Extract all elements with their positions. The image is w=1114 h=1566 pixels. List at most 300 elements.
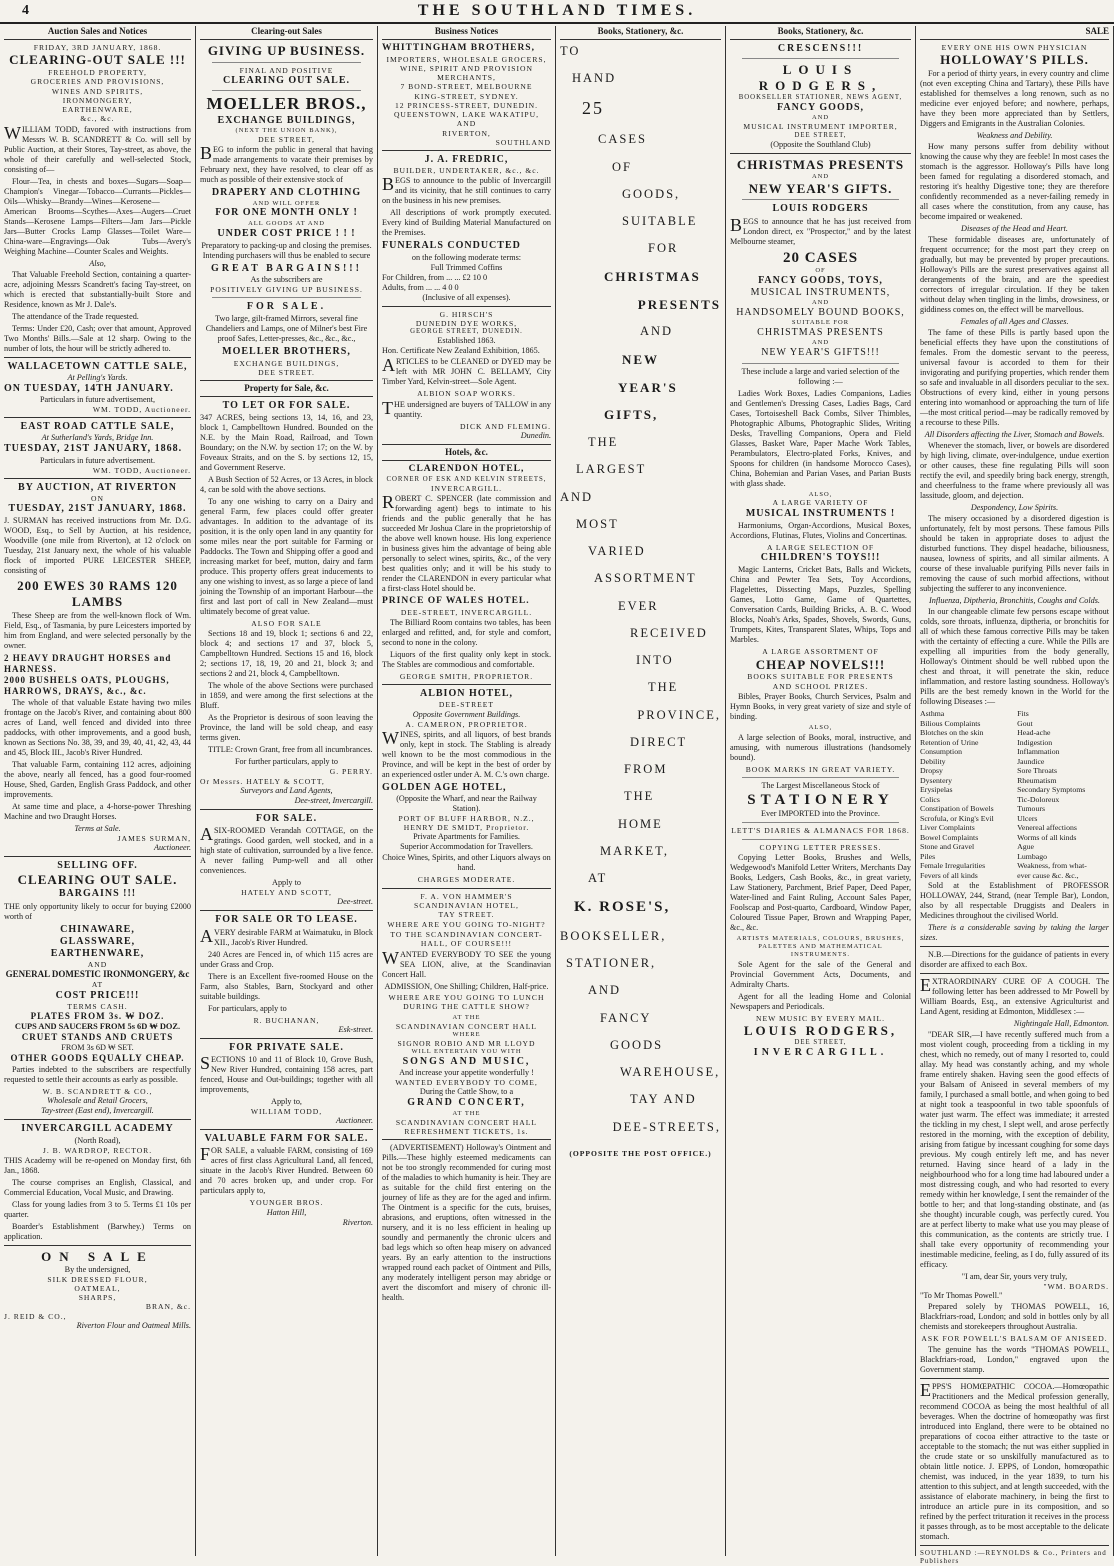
signature: Tay-street (East end), Invercargill. [41, 1106, 154, 1116]
disease-row [920, 728, 1109, 738]
disease-row [920, 861, 1109, 871]
ad-sub: NEW MUSIC BY EVERY MAIL. [756, 1013, 885, 1023]
ad-sub: DEE-STREET [438, 700, 495, 710]
ad-sub: COPYING LETTER PRESSES. [759, 842, 882, 852]
ad-heading: FANCY GOODS, TOYS, [758, 274, 883, 286]
ad-sub: Hon. Certificate New Zealand Exhibition, 1865. [382, 346, 540, 356]
ad-sub: At Sutherland's Yards, Bridge Inn. [41, 433, 154, 443]
paragraph: A large selection of Books, moral, instructive, and amusing, with numerous illustrations (handsomely bound). [730, 732, 911, 762]
ad-sub: AND SCHOOL PRIZES. [772, 681, 869, 691]
disease-cell: Retention of Urine [920, 737, 979, 747]
paragraph: Liquors of the first quality only kept in stock. The Stables are commodious and comfortable. [382, 649, 551, 669]
column-header: Business Notices [382, 26, 551, 40]
ad-sub: DEE STREET, [258, 135, 315, 145]
paragraph: FOR SALE, a valuable FARM, consisting of 169 acres of first class Agricultural Land, all fenced, situate in the Jacob's River Hundred. Between 60 and 70 acres broken up, and under crop. For particulars apply to, [200, 1144, 373, 1196]
item: OTHER GOODS EQUALLY CHEAP. [10, 1053, 185, 1064]
paragraph: Ladies Work Boxes, Ladies Companions, Ladies and Gentlemen's Dressing Cases, Ladies Bags, Card Cases, Tortoiseshell Back Combs, Silver Thimbles, Photographic Albums, Photographic Slides, Writing Desks, Travelling Companions, Opera and Field Glasses, Basket Ware, Paper Mache Work Tables, Perambulators, Electro-plated Forks, Knives, and Spoons for children (in handsome Morocco Cases), China, Bohemian and Parian Vases, and Parian Busts with glass shade. [730, 388, 911, 488]
ad-line: K. ROSE'S, [574, 899, 671, 916]
paragraph: Copying Letter Books, Brushes and Wells, Wedgewood's Manifold Letter Writers, Merchants Day Books, Ledgers, Cash Books, &c., in great variety, Law Stationery, Parchment, Brief Paper, Deed Paper, Water-lined and Faint Ruling, Account Sales Paper, Foolscap and Post-quarto, Cardboard, Window Paper, Coloured Tissue Paper, Brown and Wrapping Paper, &c., &c. [730, 852, 911, 932]
paragraph: WILLIAM TODD, favored with instructions from Messrs W. B. SCANDRETT & Co. will sell by Public Auction, at their Stores, Tay-street, as above, the whole of their carefully and well-selected Stock, consisting of— [4, 122, 191, 174]
disease-cell: Debility [920, 756, 946, 766]
signature: "WM. BOARDS. [1043, 1282, 1109, 1292]
ad-line: AND [588, 983, 622, 998]
ad-sub: AND [456, 119, 477, 129]
paragraph: Apply to, [271, 1097, 302, 1107]
sub-line: &c., &c. [80, 114, 115, 124]
paragraph: These include a large and varied selection of the following :— [741, 366, 900, 386]
disease-cell: Tumours [1017, 804, 1045, 814]
signature: Dunedin. [520, 430, 551, 440]
ad-sub: Ever IMPORTED into the Province. [761, 809, 880, 819]
ad-heading: FOR SALE. [246, 301, 327, 313]
printer-imprint: SOUTHLAND :—REYNOLDS & Co., Printers and Publishers [920, 1548, 1107, 1566]
disease-row [920, 785, 1109, 795]
disease-cell: Secondary Symptoms [1017, 785, 1086, 795]
ad-heading: INVERCARGILL ACADEMY [21, 1123, 174, 1135]
paragraph: N.B.—Directions for the guidance of patients in every disorder are affixed to each Box. [920, 950, 1109, 970]
paragraph: At same time and place, a 4-horse-power Threshing Machine and two Draught Horses. [4, 802, 191, 822]
disease-cell: Worms of all kinds [1017, 832, 1077, 842]
disease-row [920, 776, 1109, 786]
paragraph: (ADVERTISEMENT) Holloway's Ointment and Pills.—These highly esteemed medicaments can not be too strongly recommended for curing most of the maladies to which humanity is heir. They are as suitable for the child first entering on the journey of life as they are for the aged and infirm. The Ointment is a specific for the cuts, bruises, abrasions, and eruptions, often witnessed in the nursery, and it is no less efficient in healing up soundly and permanently the chronic ulcers and bad legs which so often heap misery on advanced years. By an early attention to the instructions wrapped round each packet of Ointment and Pills, any moderately intelligent person may abridge or avert the discomfort and misery of chronic ill-health. [382, 1143, 551, 1303]
column-header: SALE [920, 26, 1109, 40]
item: OATMEAL, [74, 1283, 121, 1293]
ad-heading: CHRISTMAS PRESENTS [757, 327, 884, 339]
ad-sub: FINAL AND POSITIVE [239, 65, 334, 75]
sub-line: WINES AND SPIRITS, [51, 86, 144, 96]
item: SILK DRESSED FLOUR, [47, 1274, 148, 1284]
paragraph: There is an Excellent five-roomed House on the Farm, also Stables, Barn, Stockyard and other suitable buildings. [200, 971, 373, 1001]
ad-heading: ALBION SOAP WORKS. [417, 389, 516, 399]
paragraph: That Valuable Freehold Section, containing a quarter-acre, adjoining Messrs Scandrett's facing Tay-street, on which is erected that substantially-built Store and Residence, known as Mr J. Dale's. [4, 269, 191, 309]
sub-line: EARTHENWARE, [62, 105, 133, 115]
ad-sub: CORNER OF ESK AND KELVIN STREETS, [386, 475, 547, 483]
ad-sub: INVERCARGILL. [430, 483, 502, 493]
ad-sub: EVERY ONE HIS OWN PHYSICIAN [941, 42, 1088, 52]
ad-sub: Superior Accommodation for Travellers. [400, 842, 533, 852]
disease-row [920, 795, 1109, 805]
ad-heading: UNDER COST PRICE ! ! ! [217, 227, 356, 239]
sub-line: FREEHOLD PROPERTY, [48, 68, 147, 78]
ad-sub: A LARGE VARIETY OF [772, 498, 869, 508]
paragraph: To any one wishing to carry on a Dairy and general Farm, few places could offer greater advantages. In addition to the advantage of its position, it is the only open land in any quantity for some miles near the port suitable for Farming or Paddocks. The Town and Shipping offer a good and increasing market for beef, mutton, dairy and farm produce. This property offers great inducements to any one wishing to invest, as so large a piece of land joining the Township of an important Harbour—the first and last port of call in New Zealand—must ultimately become of great value. [200, 497, 373, 617]
paragraph: Sole Agent for the sale of the General and Provincial Government Acts, Documents, and Admiralty Charts. [730, 959, 911, 989]
ad-heading: NEW YEAR'S GIFTS!!! [761, 347, 880, 359]
ad-sub: BUILDER, UNDERTAKER, &c., &c. [393, 166, 540, 176]
disease-cell: Fits [1017, 709, 1029, 719]
ad-sub: (NEXT THE UNION BANK), [235, 127, 338, 135]
ad-sub: EXCHANGE BUILDINGS, [233, 358, 340, 368]
paragraph: The misery occasioned by a disordered digestion is unfortunately, felt by most persons. These famous Pills should be taken in appropriate doses to adjust the disturbed functions. They dispel headache, biliousness, nausea, lowness of spirits, and all similar ailments. A course of these invaluable purifying Pills never fails in removing the cause of such morbid affections, without subjecting the sufferer to any inconvenience. [920, 514, 1109, 594]
ad-heading: HOLLOWAY'S PILLS. [940, 52, 1089, 68]
ad-heading: ALBION HOTEL, [419, 688, 514, 700]
paragraph: TITLE: Crown Grant, free from all incumbrances. [208, 745, 373, 755]
firm-name: MOELLER BROTHERS, [222, 346, 351, 358]
ad-sub: AND [811, 299, 830, 307]
paragraph: THE undersigned are buyers of TALLOW in any quantity. [382, 397, 551, 419]
disease-cell: Consumption [920, 747, 963, 757]
ad-sub: ALSO FOR SALE [251, 619, 322, 629]
ad-heading: ASK FOR POWELL'S BALSAM OF ANISEED. [921, 1334, 1108, 1344]
signature: Surveyors and Land Agents, [240, 785, 333, 795]
paragraph: The genuine has the words "THOMAS POWELL, Blackfriars-road, London," engraved upon the Government stamp. [920, 1344, 1109, 1374]
ad-sub: Private Apartments for Families. [413, 832, 520, 842]
paragraph: ARTICLES to be CLEANED or DYED may be left with MR JOHN C. BELLAMY, City Timber Yard, Kelvin-street—Sole Agent. [382, 355, 551, 387]
ad-line: DIRECT [630, 734, 688, 749]
ad-line: THE [648, 680, 679, 695]
paragraph: A Bush Section of 52 Acres, or 13 Acres, in block 4, can be sold with the above sections. [200, 475, 373, 495]
signature: Dee-street, Invercargill. [294, 795, 373, 805]
ad-heading: CHILDREN'S TOYS!!! [760, 552, 881, 564]
section-header: Property for Sale, &c. [200, 380, 373, 397]
signature: WM. TODD, Auctioneer. [92, 404, 191, 414]
paragraph: WINES, spirits, and all liquors, of best brands only, kept in stock. The Stabling is already well known to be the most commodious in the Province, and will be kept in the best of order by an experienced ostler under A. M. C.'s own charge. [382, 727, 551, 779]
ad-heading: TO LET OR FOR SALE. [222, 400, 351, 412]
page-number: 4 [22, 3, 29, 18]
price-line: For Children, from ... ... £2 10 0 [382, 272, 488, 282]
diseases-table [920, 709, 1109, 880]
disease-row [920, 814, 1109, 824]
signature: W. B. SCANDRETT & CO., [42, 1087, 153, 1097]
ad-date: TUESDAY, 21ST JANUARY, 1868. [8, 503, 187, 515]
column-header: Books, Stationery, &c. [730, 26, 911, 40]
ad-sub: AND [811, 114, 830, 122]
item: PLATES FROM 3s. ₩ DOZ. [30, 1011, 165, 1021]
signature: Dee-street. [337, 897, 373, 907]
ad-heading: INVERCARGILL. [753, 1047, 888, 1059]
paragraph: The whole of the above Sections were purchased in 1859, and were among the first selections at the Bluff. [200, 681, 373, 711]
firm-name: J. A. FREDRIC, [424, 154, 509, 166]
also: Also, [89, 258, 106, 268]
ad-sub: AT THE [452, 1013, 481, 1021]
disease-cell: Head-ache [1017, 728, 1051, 738]
paragraph: These Sheep are from the well-known flock of Wm. Field, Esq., of Tasmania, by pure Leicesters imported by him from England, and were selected personally by the owner. [4, 611, 191, 651]
ad-heading: MUSICAL INSTRUMENTS, [750, 287, 891, 299]
signature: J. REID & CO., [4, 1311, 67, 1321]
item: TERMS CASH. [67, 1001, 128, 1011]
signature: R. BUCHANAN, [253, 1015, 320, 1025]
disease-row [920, 842, 1109, 852]
ad-sub: WINE, SPIRIT AND PROVISION [399, 63, 534, 73]
ad-sub: Full Trimmed Coffins [430, 262, 503, 272]
disease-row [920, 738, 1109, 748]
ad-sub: GEORGE STREET, DUNEDIN. [410, 328, 523, 336]
paragraph: These formidable diseases are, unfortunately of frequent occurrence; for the most part they creep on gradually, but may be prevented by proper precautions. Holloway's Pills are the surest preservatives against all derangements of the brain, and are the speediest correctors of irregular circulation. If they be taken without delay when tingling in the limbs, drowsiness, or giddiness comes on, the effect will be marvellous. [920, 235, 1109, 315]
firm-name: G. HIRSCH'S [439, 309, 494, 319]
paragraph: Magic Lanterns, Cricket Bats, Balls and Wickets, China and Pewter Tea Sets, Toy Accordions, Flagelettes, Dissecting Maps, Puzzles, Spelling Games, Lotto Game, Game of Quartettes, Conversation Cards, Building Bricks, A. B. C. Wood Blocks, Noah's Arks, Spades, Shovels, Swords, Guns, Trumpets, Kites, Transparent Slates, Whips, Tops and Marbles. [730, 565, 911, 645]
signature: "To Mr Thomas Powell." [920, 1291, 1003, 1301]
ad-line: OF [612, 159, 632, 174]
ad-heading: CHRISTMAS PRESENTS [736, 156, 905, 172]
ad-heading: GREAT BARGAINS!!! [211, 262, 362, 274]
headline: CLEARING-OUT SALE !!! [9, 52, 186, 68]
paragraph: Sections 18 and 19, block 1; sections 6 and 22, block 4; and sections 17 and 37, block 5, Campbelltown Hundred. Sections 15 and 16, block 2; sections 17, 18, 19, 20 and 21, block 3; and sections 2 and 21, block 4, Campbelltown. [200, 629, 373, 679]
ad-sub: WANTED EVERYBODY TO COME, [395, 1078, 538, 1088]
ad-sub: 12 PRINCESS-STREET, DUNEDIN. [394, 100, 539, 110]
ad-heading: ON SALE [41, 1248, 154, 1264]
ad-line: AND [560, 489, 594, 504]
ad-sub: DEE STREET, [794, 131, 847, 139]
ad-sub: ARTISTS MATERIALS, COLOURS, BRUSHES, PALETTES AND MATHEMATICAL INSTRUMENTS. [736, 934, 905, 958]
disease-cell: Inflammation [1017, 747, 1060, 757]
ad-line: DEE-STREETS, [612, 1119, 721, 1134]
ad-sub: SOUTHLAND [495, 137, 551, 147]
signature: YOUNGER BROS. [249, 1198, 324, 1208]
subheading: Diseases of the Head and Heart. [961, 224, 1068, 234]
ad-heading: EAST ROAD CATTLE SALE, [20, 421, 175, 433]
ad-line: RECEIVED [630, 625, 708, 640]
item: SHARPS, [78, 1293, 117, 1303]
disease-cell: Piles [920, 851, 936, 861]
ad-line: MOST [576, 516, 619, 531]
disease-cell: Gout [1017, 718, 1033, 728]
ad-sub: CHARGES MODERATE. [417, 875, 516, 885]
signature: WM. TODD, Auctioneer. [92, 465, 191, 475]
ad-line: CHRISTMAS [604, 268, 701, 284]
ad-heading: FOR PRIVATE SALE. [229, 1041, 344, 1053]
paragraph: ASIX-ROOMED Verandah COTTAGE, on the gratings. Good garden, well stocked, and in a high state of cultivation, surrounded by a live fence. A never failing Pump-well and all other conveniences. [200, 824, 373, 876]
ad-sub: PORT OF BLUFF HARBOR, N.Z., [398, 813, 535, 823]
paragraph: Terms: Under £20, Cash; over that amount, Approved Two Months' Bills.—Sale at 12 sharp. Owing to the number of lots, the hour will be strictly adhered to. [4, 323, 191, 353]
item: BRAN, &c. [145, 1302, 191, 1312]
item: AT [91, 980, 104, 990]
ad-sub: ALL GOODS AT AND [248, 219, 325, 227]
ad-sub: AND [811, 339, 830, 347]
signature: Or Messrs. HATELY & SCOTT, [200, 776, 325, 786]
disease-cell: Venereal affections [1017, 823, 1077, 833]
ad-heading: NEW YEAR'S GIFTS. [748, 180, 893, 196]
paragraph: Boarder's Establishment (Barwhey.) Terms on application. [4, 1221, 191, 1241]
ad-heading: SELLING OFF. [57, 860, 138, 872]
signature: Riverton Flour and Oatmeal Mills. [76, 1320, 191, 1330]
paragraph: For a period of thirty years, in every country and clime (not even excepting China and Tartary), these Pills have established for themselves a long renown, such as no medicine ever enjoyed before; and nowhere, perhaps, have they been more appreciated than by Settlers, Diggers and Emigrants in the Australian Colonies. [920, 69, 1109, 129]
date-line: FRIDAY, 3RD JANUARY, 1868. [33, 42, 162, 52]
paragraph: Class for young ladies from 3 to 5. Terms £1 10s per quarter. [4, 1199, 191, 1219]
ad-sub: AT THE [452, 1109, 481, 1117]
firm-name: WHITTINGHAM BROTHERS, [382, 42, 535, 53]
ad-sub: (North Road), [74, 1135, 121, 1145]
column-clearing-out-sales [196, 26, 378, 1556]
ad-sub: And increase your appetite wonderfully ! [399, 1068, 534, 1078]
ad-sub: DUNEDIN DYE WORKS, [415, 318, 518, 328]
paragraph: For further particulars, apply to [235, 757, 338, 767]
column-auction-sales [0, 26, 196, 1556]
ad-sub: IMPORTERS, WHOLESALE GROCERS, [386, 54, 547, 64]
subheading: Despondency, Low Spirits. [970, 503, 1059, 513]
paragraph: The course comprises an English, Classical, and Commercial Education, Vocal Music, and Drawing. [4, 1177, 191, 1197]
ad-sub: DEE-STREET, INVERCARGILL. [400, 607, 533, 617]
ad-heading: WALLACETOWN CATTLE SALE, [7, 360, 188, 372]
price-line: Adults, from ... ... 4 0 0 [382, 282, 459, 292]
ad-line: 25 [582, 98, 604, 119]
ad-heading: FOR ONE MONTH ONLY ! [215, 207, 358, 219]
ad-sub: As the subscribers are [250, 274, 323, 284]
paragraph: Preparatory to packing-up and closing the premises. Intending purchasers will thus be enabled to secure [201, 240, 372, 260]
ad-sub: ADMISSION, One Shilling; Children, Half-price. [384, 982, 549, 992]
signature: Hatton Hill, [266, 1207, 307, 1217]
ad-sub: BOOKSELLER STATIONER, NEWS AGENT, [738, 93, 903, 101]
disease-row [920, 852, 1109, 862]
column-holloway-advert [916, 26, 1114, 1566]
disease-cell: Dysentery [920, 775, 953, 785]
paragraph: Whenever the stomach, liver, or bowels are disordered by high living, climate, over-indulgence, undue exertion or other causes, these fine regulating Pills will soon rectify the evil, and speedily bring back energy, strength, and cheerfulness to the frame where previously all was lassitude, gloom, and dejection. [920, 441, 1109, 501]
ad-sub: on the following moderate terms: [411, 252, 522, 262]
ad-sub: HENRY DE SMIDT, Proprietor. [403, 823, 530, 833]
ad-sub: AND WILL OFFER [252, 199, 321, 207]
paragraph: That valuable Farm, containing 112 acres, adjoining the above, nearly all fenced, has a good four-roomed House, Shed, Garden, English Grass Paddock, and other improvements. [4, 760, 191, 800]
disease-cell: Ulcers [1017, 813, 1038, 823]
item: CHINAWARE, [60, 923, 135, 935]
ad-line: NEW [622, 351, 660, 367]
signature: G. PERRY. [329, 767, 373, 777]
firm-name: LOUIS RODGERS [772, 203, 869, 215]
column-rose-advert [556, 26, 726, 1556]
disease-cell: Lumbago [1017, 851, 1047, 861]
disease-cell: Erysipelas [920, 785, 953, 795]
disease-cell: Weakness, from what- [1017, 861, 1087, 871]
ad-sub: POSITIVELY GIVING UP BUSINESS. [210, 284, 363, 294]
paragraph: Choice Wines, Spirits, and other Liquors always on hand. [382, 853, 551, 873]
ad-line: VARIED [588, 544, 646, 559]
ad-heading: VALUABLE FARM FOR SALE. [204, 1133, 369, 1145]
ad-date: TUESDAY, 21ST JANUARY, 1868. [4, 443, 183, 455]
ad-heading: CHEAP NOVELS!!! [755, 656, 886, 672]
ad-sub: ALSO, [808, 490, 833, 498]
signature: WILLIAM TODD, [250, 1107, 323, 1117]
item: EARTHENWARE, [50, 947, 145, 959]
ad-heading: PRINCE OF WALES HOTEL. [382, 596, 530, 607]
paragraph: ROBERT C. SPENCER (late commission and forwarding agent) begs to intimate to his friends and the public generally that he has succeeded Mr Joshua Clare in the proprietorship of the above well known house. His long experience in business gives him the advantage of being able personally to select wines, spirits, &c., of the very best qualities only; and it will be his study to render the CLARENDON in every particular what a first-class Hotel should be. [382, 492, 551, 594]
paragraph: Particulars in future advertisement, [39, 394, 156, 404]
paragraph: BEGS to announce that he has just received from London direct, ex "Prospector," and by the latest Melbourne steamer, [730, 214, 911, 246]
disease-cell: Asthma [920, 709, 945, 719]
item: AND [87, 960, 108, 970]
ad-line: PRESENTS [637, 296, 721, 312]
disease-cell: Sore Throats [1017, 766, 1058, 776]
firm-name: MOELLER BROS., [206, 94, 367, 114]
paragraph: J. SURMAN has received instructions from Mr. D.G. WOOD, Esq., to Sell by Auction, at his residence, Woodville (one mile from Riverton), at 12 o'clock on Tuesday, 21st January next, the whole of his valuable flock of imported PURE LEICESTER SHEEP, consisting of [4, 516, 191, 576]
paragraph: SECTIONS 10 and 11 of Block 10, Grove Bush, New River Hundred, containing 158 acres, part fenced, House and Out-buildings; together with all improvements, [200, 1053, 373, 1095]
paragraph: Apply to [272, 878, 301, 888]
ad-sub: J. B. WARDROP, RECTOR. [42, 1145, 153, 1155]
stock-line: 200 EWES 30 RAMS 120 LAMBS [17, 578, 178, 610]
signature: GEORGE SMITH, PROPRIETOR. [399, 671, 534, 681]
item: FROM 3s 6D ₩ SET. [61, 1043, 134, 1053]
ad-sub: SCANDINAVIAN CONCERT HALL [395, 1117, 538, 1127]
ad-sub: QUEENSTOWN, LAKE WAKATIPU, [393, 110, 540, 120]
item: GLASSWARE, [59, 935, 136, 947]
paragraph: Flour—Tea, in chests and boxes—Sugars—Soap—Champion's Vinegar—Tobacco—Currants—Pickles—Oils—Whisky—Brandy—Wines—Kerosene—American Brooms—Scythes—Axes—Augers—Cruet Stands—Kerosene Lamps—Filters—Jam Jars—Pickle Jars—Butter Crocks Lamp Glasses—Toilet Ware—China-ware—Engravings—Oak Tubs—Avery's Weighing Machine—Counter Scales and Weights. [4, 176, 191, 256]
column-header: Books, Stationery, &c. [560, 26, 721, 40]
ad-heading: FOR SALE. [255, 812, 318, 824]
firm-name: LOUIS RODGERS, [758, 62, 883, 94]
ad-sub: WILL ENTERTAIN YOU WITH [411, 1048, 522, 1056]
ad-line: THE [624, 789, 655, 804]
paragraph: BEG to inform the public in general that having made arrangements to vacate their premises by February next, they have resolved, to clear off as much as possible of their extensive stock of [200, 143, 373, 185]
ad-line: EVER [618, 598, 659, 613]
ad-sub: By the undersigned, [64, 1264, 131, 1274]
ad-heading: HANDSOMELY BOUND BOOKS, [736, 307, 905, 319]
ad-sub: SUITABLE FOR [791, 319, 850, 327]
paragraph: Parties indebted to the subscribers are respectfully requested to settle their accounts as early as possible. [4, 1065, 191, 1085]
ad-heading: 20 CASES [782, 249, 859, 266]
paragraph: Bibles, Prayer Books, Church Services, Psalm and Hymn Books, in very great variety of size and style of binding. [730, 691, 911, 721]
paragraph: "DEAR SIR,—I have recently suffered much from a most violent cough, proceeding from a tickling in my chest, which no remedy, out of many I resorted to, could allay. My head was constantly aching, and my whole frame entirely shaken. Having seen the good effects of your Balsam of Aniseed in several members of my family, I purchased a small bottle, and when going to bed at night took a teaspoonful in two table spoonfuls of water just warm. The effect was immediate; it arrested the tickling in my chest, I slept well, and arose perfectly restored in the morning, with the exception of debility, arising from fatigue by incessant coughing for some days previous. My cough entirely left me, and has never returned. Having since heard of a lady in the neighbourhood who for a long time had laboured under a most distressing cough, and who had resorted to every remedy within her knowledge, I sent the remainder of the bottle to her; and that long-standing obstinate, and (as she thought) incurable cough, was perfectly cured. You are at perfect liberty to make what use you may please of this communication, as the contents are strictly true. I shall take every opportunity of recommending your inestimable medicine, feeling, as I do, fully assured of its efficacy. [920, 1030, 1109, 1270]
paragraph: There is a considerable saving by taking the larger sizes. [920, 923, 1109, 943]
paragraph: WANTED EVERYBODY TO SEE the young SEA LION, alive, at the Scandinavian Concert Hall. [382, 948, 551, 980]
disease-cell: Female Irregularities [920, 861, 986, 871]
ad-sub: ALSO, [808, 723, 833, 731]
signature: Esk-street. [338, 1024, 373, 1034]
ad-heading: DRAPERY AND CLOTHING [211, 187, 362, 199]
firm-name: F. A. VON HAMMER'S [420, 891, 513, 901]
ad-heading: CLEARING OUT SALE. [17, 872, 178, 888]
ad-sub: MUSICAL INSTRUMENT IMPORTER, [743, 122, 898, 132]
ad-sub: MERCHANTS, [437, 73, 496, 83]
column-business-notices [378, 26, 556, 1556]
ad-heading: GIVING UP BUSINESS. [207, 42, 366, 58]
paragraph: All descriptions of work promptly executed. Every kind of Building Material Manufactured on the Premises. [382, 208, 551, 238]
ad-sub: The Largest Miscellaneous Stock of [761, 781, 880, 791]
paragraph: How many persons suffer from debility without knowing the cause why they are feeble! In most cases the stomach is the aggressor. Holloway's Pills have long been famed for regulating a disordered stomach, and restoring it's healthy Digestive tone; they are therefore confidently recommended as a never-failing remedy in all cases where the constitution, from any cause, has become impaired or weakened. [920, 142, 1109, 222]
ad-sub: BARGAINS !!! [58, 888, 137, 900]
ad-line: ASSORTMENT [594, 571, 697, 586]
ad-heading: CLEARING OUT SALE. [222, 75, 350, 87]
subheading: All Disorders affecting the Liver, Stomach and Bowels. [924, 430, 1105, 440]
ad-line: GIFTS, [604, 407, 659, 423]
disease-cell: Dropsy [920, 766, 943, 776]
paragraph: As the Proprietor is desirous of soon leaving the Province, the land will be sold cheap, and easy terms given. [200, 713, 373, 743]
paragraph: The attendance of the Trade requested. [12, 311, 139, 321]
ad-line: FOR [648, 241, 679, 256]
ad-heading: CRESCENS!!! [777, 42, 864, 54]
paragraph: WHERE ARE YOU GOING TO LUNCH DURING THE CATTLE SHOW? [388, 993, 545, 1012]
disease-cell: Scrofula, or King's Evil [920, 813, 994, 823]
item: GENERAL DOMESTIC IRONMONGERY, &c [5, 969, 190, 980]
paragraph: Prepared solely by THOMAS POWELL, 16, Blackfriars-road, London; and sold in bottles only by all chemists and storekeepers throughout Australia. [920, 1302, 1109, 1332]
ad-sub: RIVERTON, [442, 128, 491, 138]
ad-heading: FANCY GOODS, [777, 102, 864, 114]
ad-sub: (Opposite the Southland Club) [770, 139, 871, 149]
paragraph: Sold at the Establishment of PROFESSOR HOLLOWAY, 244, Strand, (near Temple Bar), London, also by all respectable Druggists and Dealers in Medicines throughout the civilised World. [920, 881, 1109, 921]
paragraph: For particulars, apply to [208, 1003, 287, 1013]
ad-line: YEAR'S [618, 379, 678, 395]
disease-cell: Ague [1017, 842, 1034, 852]
disease-cell: Colics [920, 794, 940, 804]
masthead [0, 0, 1114, 24]
subheading: Weakness and Debility. [976, 131, 1053, 141]
ad-line: LARGEST [576, 462, 647, 477]
ad-sub: A LARGE SELECTION OF [766, 542, 875, 552]
ad-line: SUITABLE [622, 214, 698, 229]
ad-sub: KING-STREET, SYDNEY. [414, 91, 519, 101]
newspaper-title: THE SOUTHLAND TIMES. [417, 2, 697, 19]
disease-cell: Bowel Complaints [920, 832, 979, 842]
ad-line: FANCY [600, 1010, 652, 1025]
ad-sub: DEE STREET, [794, 1038, 847, 1046]
paragraph: THIS Academy will be re-opened on Monday first, 6th Jan., 1868. [4, 1155, 191, 1175]
disease-cell: Bilious Complaints [920, 718, 981, 728]
ad-sub: SCANDINAVIAN CONCERT HALL [395, 1021, 538, 1031]
column-header: Clearing-out Sales [200, 26, 373, 40]
disease-cell: Jaundice [1017, 756, 1045, 766]
disease-cell: Rheumatism [1017, 775, 1057, 785]
paragraph: In our changeable climate few persons escape without colds, sore throats, influenza, diptheria, or bronchitis for all of which these famous corrective Pills may be taken with the certainty of effecting a cure. While the Pills are expelling all impurities from the body generally, Holloway's Ointment should be well rubbed upon the chest and throat, it will penetrate the skin, reduce inflammation, and restore lasting soundness. Holloway's Pills are the best remedy known in the World for the following Diseases :— [920, 607, 1109, 707]
ad-sub: Established 1863. [437, 336, 496, 346]
disease-row [920, 871, 1109, 881]
ad-line: TAY AND [630, 1092, 697, 1107]
ad-line: MARKET, [600, 843, 669, 858]
